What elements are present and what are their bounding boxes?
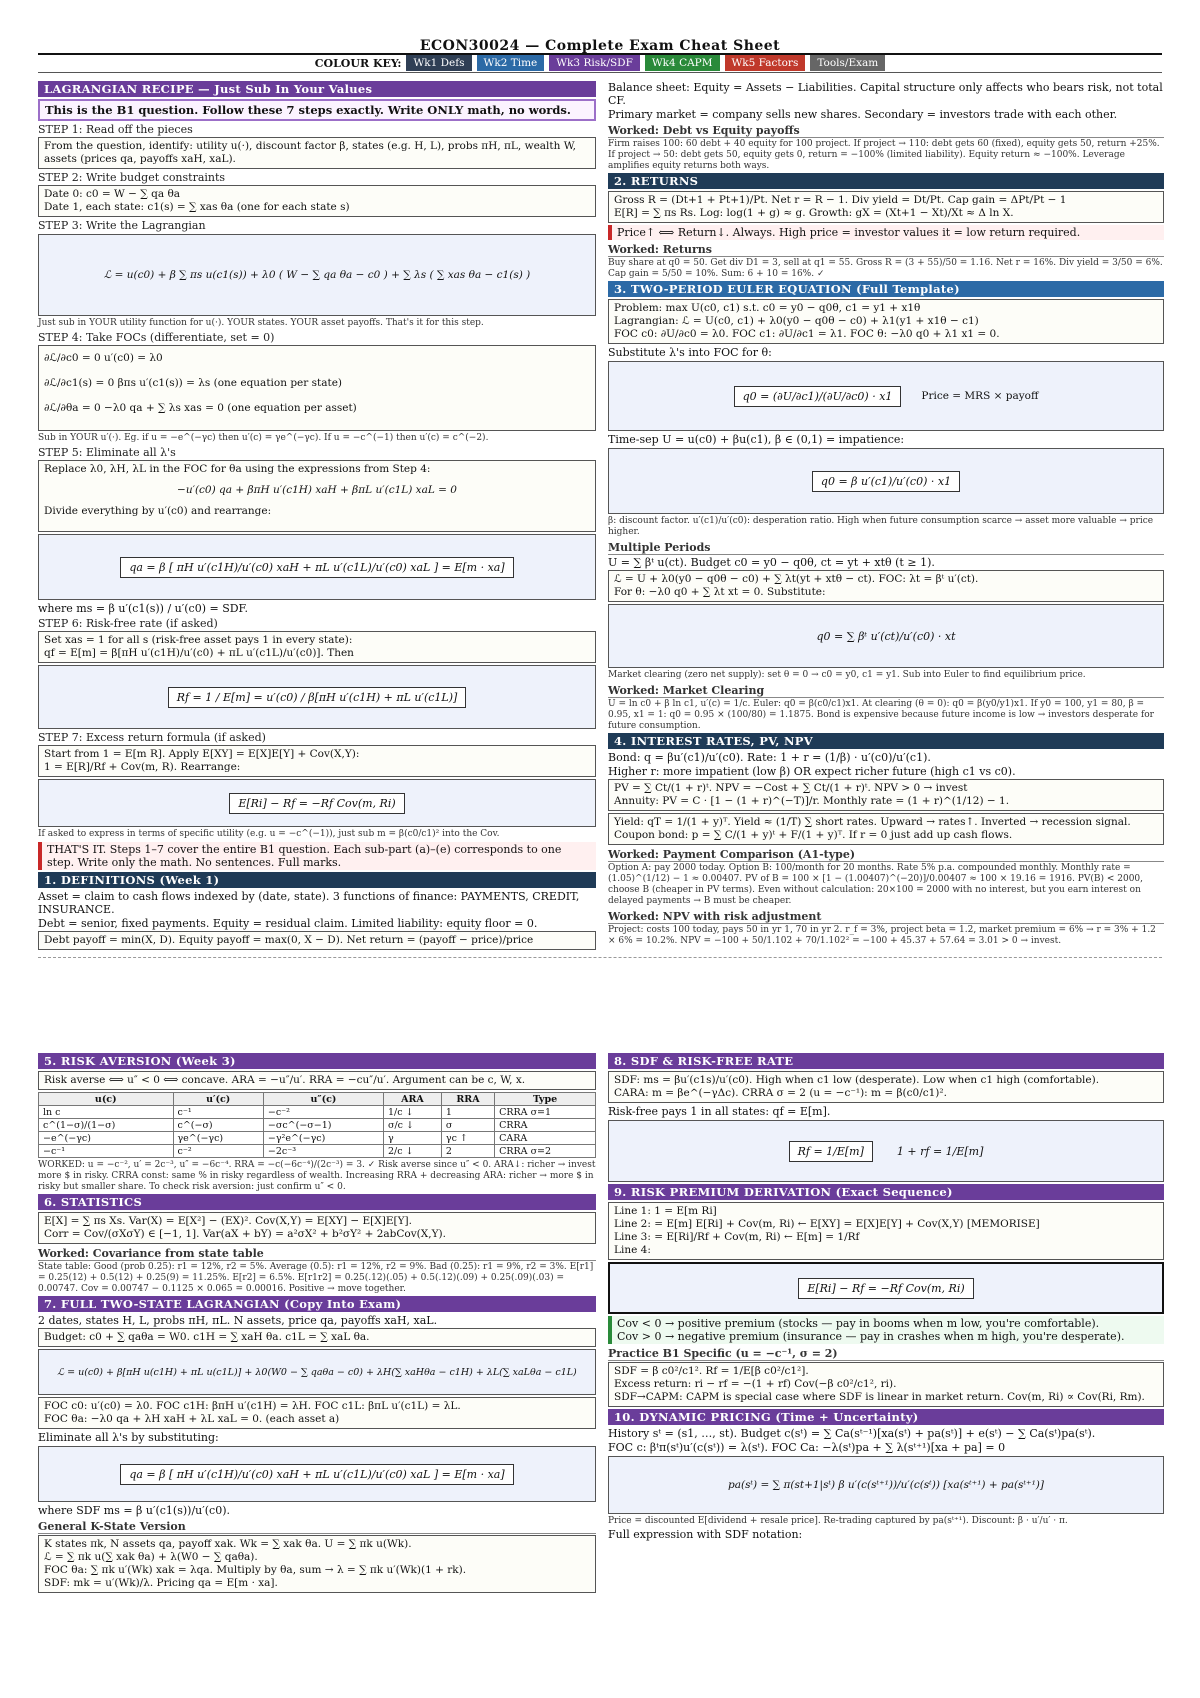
step-5-box xyxy=(38,460,596,532)
primary-market: Primary market = company sells new shares. Secondary = investors trade with each other. xyxy=(608,108,1118,121)
table-cell: 2 xyxy=(441,1145,494,1158)
risk-aversion-table xyxy=(38,1092,596,1158)
stats-corr: Corr = Cov/(σXσY) ∈ [−1, 1]. Var(aX + bY) = a²σX² + b²σY² + 2abCov(X,Y). xyxy=(44,1228,446,1240)
full-lagrangian-setup: 2 dates, states H, L, probs πH, πL. N assets, price qa, payoffs xaH, xaL. xyxy=(38,1314,438,1327)
worked-payment-note: Option A: pay 2000 today. Option B: 100/month for 20 months. Rate 5% p.a. compounded monthly. Monthly rate = (1.05)^(1/12) − 1 ≈ 0.00407. PV of B = 100 × [1 − (1.00407)^(−20)]/0.00407 ≈ 100 × 19.16 = 1916. PV(B) < 2000, choose B (cheaper in PV terms). Even without calculation: 20×100 = 2000 with no interest, but you earn interest on delayed payments → B must be cheaper. xyxy=(608,863,1144,906)
full-pricing: qa = β [ πH u′(c1H)/u′(c0) xaH + πL u′(c1L)/u′(c0) xaL ] = E[m · xa] xyxy=(120,1464,513,1485)
k-state-label: General K-State Version xyxy=(38,1520,596,1534)
step-3-label: STEP 3: Write the Lagrangian xyxy=(38,219,206,232)
table-cell: CARA xyxy=(495,1132,596,1145)
step-6-qf: qf = E[m] = β[πH u′(c1H)/u′(c0) + πL u′(c1L)/u′(c0)]. Then xyxy=(44,647,354,659)
worked-clearing: Worked: Market Clearing xyxy=(608,684,1164,698)
dynamic-equation xyxy=(608,1456,1164,1514)
step-7-rearrange: 1 = E[R]/Rf + Cov(m, R). Rearrange: xyxy=(44,761,241,773)
euler-problem: Problem: max U(c0, c1) s.t. c0 = y0 − q0θ, c1 = y1 + x1θ xyxy=(614,302,921,314)
euler-substitute: Substitute λ's into FOC for θ: xyxy=(608,346,772,359)
worked-npv: Worked: NPV with risk adjustment xyxy=(608,910,1164,924)
euler-header: 3. TWO-PERIOD EULER EQUATION (Full Template) xyxy=(608,281,1164,297)
practice-excess: Excess return: ri − rf = −(1 + rf) Cov(−β c0²/c1², ri). xyxy=(614,1378,897,1390)
stats-expectation: E[X] = ∑ πs Xs. Var(X) = E[X²] − (EX)². Cov(X,Y) = E[XY] − E[X]E[Y]. xyxy=(44,1215,412,1227)
table-cell: CRRA xyxy=(495,1119,596,1132)
table-cell: σ/c ↓ xyxy=(383,1119,441,1132)
step-5-pricing: qa = β [ πH u′(c1H)/u′(c0) xaH + πL u′(c1L)/u′(c0) xaL ] = E[m · xa] xyxy=(120,557,513,578)
step-5-foc: −u′(c0) qa + βπH u′(c1H) xaH + βπL u′(c1L) xaL = 0 xyxy=(177,484,457,496)
table-cell: c^(1−σ)/(1−σ) xyxy=(39,1119,174,1132)
full-sdf-where: where SDF ms = β u′(c1(s))/u′(c0). xyxy=(38,1504,230,1517)
colour-key-label: COLOUR KEY: xyxy=(314,56,402,70)
table-cell: γe^(−γc) xyxy=(173,1132,263,1145)
step-7-note: If asked to express in terms of specific utility (e.g. u = −c^(−1)), just sub m = β(c0/c1)² into the Cov. xyxy=(38,829,500,839)
step-5-divide: Divide everything by u′(c0) and rearrange: xyxy=(44,505,272,517)
k-state-1: K states πk, N assets qa, payoff xak. Wk = ∑ xak θa. U = ∑ πk u(Wk). xyxy=(44,1538,412,1550)
col-header: RRA xyxy=(441,1093,494,1106)
full-foc-c: FOC c0: u′(c0) = λ0. FOC c1H: βπH u′(c1H) = λH. FOC c1L: βπL u′(c1L) = λL. xyxy=(44,1400,461,1412)
euler-box xyxy=(608,299,1164,344)
annuity: Annuity: PV = C · [1 − (1 + r)^(−T)]/r. Monthly rate = (1 + r)^(1/12) − 1. xyxy=(614,795,1010,807)
k-state-box xyxy=(38,1535,596,1593)
premium-line-4: Line 4: xyxy=(614,1244,651,1256)
k-state-4: SDF: mk = u′(Wk)/λ. Pricing qa = E[m · xa]. xyxy=(44,1577,278,1589)
worked-returns-note: Buy share at q0 = 50. Get div D1 = 3, sell at q1 = 55. Gross R = (3 + 55)/50 = 1.16. Net r = 16%. Div yield = 3/50 = 6%. Cap gain = 5/50 = 10%. Sum: 6 + 10 = 16%. ✓ xyxy=(608,258,1163,279)
sdf-cara: CARA: m = βe^(−γΔc). CRRA σ = 2 (u = −c⁻¹): m = β(c0/c1)². xyxy=(614,1087,947,1099)
left-column-lower xyxy=(38,1052,596,1595)
step-3-equation xyxy=(38,234,596,316)
step-6-label: STEP 6: Risk-free rate (if asked) xyxy=(38,617,218,630)
col-header: u(c) xyxy=(39,1093,174,1106)
sdf-rf: Rf = 1/E[m] xyxy=(789,1141,873,1162)
dynamic-full: Full expression with SDF notation: xyxy=(608,1528,803,1541)
col-header: ARA xyxy=(383,1093,441,1106)
premium-line-2: Line 2: = E[m] E[Ri] + Cov(m, Ri) ← E[XY] = E[X]E[Y] + Cov(X,Y) [MEMORISE] xyxy=(614,1218,1040,1230)
full-lagrangian-budget: Budget: c0 + ∑ qaθa = W0. c1H = ∑ xaH θa. c1L = ∑ xaL θa. xyxy=(38,1328,596,1347)
step-7-excess: E[Ri] − Rf = −Rf Cov(m, Ri) xyxy=(229,793,404,814)
step-4-foc-c1: ∂ℒ/∂c1(s) = 0 βπs u′(c1(s)) = λs (one equation per state) xyxy=(44,377,343,389)
balance-sheet: Balance sheet: Equity = Assets − Liabilities. Capital structure only affects who bears risk, not total CF. xyxy=(608,81,1163,107)
worked-clearing-note: U = ln c0 + β ln c1, u′(c) = 1/c. Euler: q0 = β(c0/c1)x1. At clearing (θ = 0): q0 = β(y0/y1)x1. If y0 = 100, y1 = 80, β = 0.95, x1 = 1: q0 = 0.95 × (100/80) = 1.1875. Bond is expensive because future income is low → investors desperate for future consumption. xyxy=(608,699,1154,731)
def-payoff: Debt payoff = min(X, D). Equity payoff = max(0, X − D). Net return = (payoff − price)/price xyxy=(38,931,596,950)
key-chip-wk2: Wk2 Time xyxy=(477,55,545,71)
key-rule xyxy=(38,72,1162,73)
bond-rate: Bond: q = βu′(c1)/u′(c0). Rate: 1 + r = (1/β) · u′(c0)/u′(c1). xyxy=(608,751,931,764)
step-2-date1: Date 1, each state: c1(s) = ∑ xas θa (one for each state s) xyxy=(44,201,350,213)
yield: Yield: qT = 1/(1 + y)ᵀ. Yield ≈ (1/T) ∑ short rates. Upward → rates↑. Inverted → recession signal. xyxy=(614,816,1131,828)
table-cell: c⁻² xyxy=(173,1145,263,1158)
key-chip-wk4: Wk4 CAPM xyxy=(645,55,720,71)
key-chip-wk1: Wk1 Defs xyxy=(406,55,471,71)
step-3-lagrangian: ℒ = u(c0) + β ∑ πs u(c1(s)) + λ0 ( W − ∑ qa θa − c0 ) + ∑ λs ( ∑ xas θa − c1(s) ) xyxy=(103,269,531,281)
step-2-box xyxy=(38,185,596,217)
dynamic-price: pa(sᵗ) = ∑ π(st+1|sᵗ) β u′(c(sᵗ⁺¹))/u′(c(sᵗ)) [xa(sᵗ⁺¹) + pa(sᵗ⁺¹)] xyxy=(728,1479,1044,1491)
table-header-row xyxy=(39,1093,596,1106)
premium-excess: E[Ri] − Rf = −Rf Cov(m, Ri) xyxy=(798,1278,973,1299)
returns-expected: E[R] = ∑ πs Rs. Log: log(1 + g) ≈ g. Growth: gX = (Xt+1 − Xt)/Xt ≈ Δ ln X. xyxy=(614,207,1014,219)
full-lagrangian-foc xyxy=(38,1397,596,1429)
sdf-header: 8. SDF & RISK-FREE RATE xyxy=(608,1053,1164,1069)
table-cell: −e^(−γc) xyxy=(39,1132,174,1145)
multi-equation xyxy=(608,604,1164,668)
step-4-label: STEP 4: Take FOCs (differentiate, set = 0) xyxy=(38,331,275,344)
table-cell: −c⁻¹ xyxy=(39,1145,174,1158)
step-5-label: STEP 5: Eliminate all λ's xyxy=(38,446,176,459)
table-cell: γ xyxy=(383,1132,441,1145)
practice-box xyxy=(608,1362,1164,1407)
step-4-foc-c0: ∂ℒ/∂c0 = 0 u′(c0) = λ0 xyxy=(44,352,163,364)
pv-box xyxy=(608,779,1164,811)
step-2-date0: Date 0: c0 = W − ∑ qa θa xyxy=(44,188,181,200)
page-title: ECON30024 — Complete Exam Cheat Sheet xyxy=(419,38,781,54)
table-cell: σ xyxy=(441,1119,494,1132)
table-row xyxy=(39,1119,596,1132)
table-cell: ln c xyxy=(39,1106,174,1119)
sdf-box xyxy=(608,1071,1164,1103)
returns-header: 2. RETURNS xyxy=(608,173,1164,189)
full-pricing-equation xyxy=(38,1446,596,1502)
premium-equation xyxy=(608,1262,1164,1314)
premium-sign xyxy=(608,1316,1164,1344)
step-1-label: STEP 1: Read off the pieces xyxy=(38,123,193,136)
table-cell: −σc^(−σ−1) xyxy=(263,1119,383,1132)
col-header: u′(c) xyxy=(173,1093,263,1106)
table-cell: 2/c ↓ xyxy=(383,1145,441,1158)
definitions-header: 1. DEFINITIONS (Week 1) xyxy=(38,872,596,888)
table-cell: c⁻¹ xyxy=(173,1106,263,1119)
worked-debt-equity-note: Firm raises 100: 60 debt + 40 equity for 100 project. If project → 110: debt gets 60 (fixed), equity gets 50, return +25%. If project → 50: debt gets 50, equity gets 0, return = −100% (limited liability). Equity return ≈ −100%. Leverage amplifies equity returns both ways. xyxy=(608,139,1160,171)
risk-header: 5. RISK AVERSION (Week 3) xyxy=(38,1053,596,1069)
multi-lagrangian: ℒ = U + λ0(y0 − q0θ − c0) + ∑ λt(yt + xtθ − ct). FOC: λt = βᵗ u′(ct). xyxy=(614,573,979,585)
premium-line-3: Line 3: = E[Ri]/Rf + Cov(m, Ri) ← E[m] = 1/Rf xyxy=(614,1231,860,1243)
full-lagrangian-equation xyxy=(38,1349,596,1395)
worked-covariance: Worked: Covariance from state table xyxy=(38,1247,596,1261)
lagrangian-header: LAGRANGIAN RECIPE — Just Sub In Your Values xyxy=(38,81,596,97)
left-column-upper xyxy=(38,80,596,952)
table-cell: 1 xyxy=(441,1106,494,1119)
worked-covariance-note: State table: Good (prob 0.25): r1 = 12%, r2 = 5%. Average (0.5): r1 = 12%, r2 = 9%. Bad (0.25): r1 = 9%, r2 = 3%. E[r1] = 0.25(12) + 0.5(12) + 0.25(9) = 11.25%. E[r2] = 6.5%. E[r1r2] = 0.25(.12)(.05) + 0.5(.12)(.09) + 0.25(.09)(.03) = 0.00747. Cov = 0.00747 − 0.1125 × 0.065 = 0.00016. Positive → move together. xyxy=(38,1262,594,1294)
multi-box xyxy=(608,570,1164,602)
euler-price-label: Price = MRS × payoff xyxy=(921,390,1039,402)
col-header: u″(c) xyxy=(263,1093,383,1106)
bond-higher: Higher r: more impatient (low β) OR expect richer future (high c1 vs c0). xyxy=(608,765,1016,778)
lagrangian-warning: THAT'S IT. Steps 1–7 cover the entire B1 question. Each sub-part (a)–(e) corresponds to one step. Write only the math. No sentences. Full marks. xyxy=(38,842,596,870)
practice-label: Practice B1 Specific (u = −c⁻¹, σ = 2) xyxy=(608,1347,1164,1361)
timesep-price: q0 = β u′(c1)/u′(c0) · x1 xyxy=(812,471,960,492)
pv-npv: PV = ∑ Ct/(1 + r)ᵗ. NPV = −Cost + ∑ Ct/(1 + r)ᵗ. NPV > 0 → invest xyxy=(614,782,968,794)
step-1-box: From the question, identify: utility u(·), discount factor β, states (e.g. H, L), probs πH, πL, wealth W, assets (prices qa, payoffs xaH, xaL). xyxy=(38,137,596,169)
timesep-equation xyxy=(608,448,1164,514)
multi-period-label: Multiple Periods xyxy=(608,541,1164,555)
yield-box xyxy=(608,813,1164,845)
step-4-box xyxy=(38,345,596,431)
key-chip-tools: Tools/Exam xyxy=(810,55,885,71)
step-2-label: STEP 2: Write budget constraints xyxy=(38,171,226,184)
right-column-upper xyxy=(608,80,1164,948)
risk-note: WORKED: u = −c⁻², u′ = 2c⁻³, u″ = −6c⁻⁴. RRA = −c(−6c⁻⁴)/(2c⁻³) = 3. ✓ Risk averse since u″ < 0. ARA↓: richer → invest more $ in risky. CRRA const: same % in risky regardless of wealth. Increasing RRA + decreasing ARA: richer → more $ in risky but smaller share. To check risk aversion: just confirm u″ < 0. xyxy=(38,1160,596,1192)
dynamic-history: History sᵗ = (s1, …, st). Budget c(sᵗ) = ∑ Ca(sᵗ⁻¹)[xa(sᵗ) + pa(sᵗ)] + e(sᵗ) − ∑ Ca(sᵗ)pa(sᵗ). xyxy=(608,1427,1096,1440)
lagrangian-intro: This is the B1 question. Follow these 7 steps exactly. Write ONLY math, no words. xyxy=(38,99,596,121)
step-7-start: Start from 1 = E[m R]. Apply E[XY] = E[X]E[Y] + Cov(X,Y): xyxy=(44,748,360,760)
step-4-note: Sub in YOUR u′(·). Eg. if u = −e^(−γc) then u′(c) = γe^(−γc). If u = −c^(−1) then u′(c) = c^(−2). xyxy=(38,433,489,443)
colour-key xyxy=(0,55,1200,71)
practice-sdf: SDF = β c0²/c1². Rf = 1/E[β c0²/c1²]. xyxy=(614,1365,809,1377)
practice-capm: SDF→CAPM: CAPM is special case where SDF is linear in market return. Cov(m, Ri) ∝ Cov(Ri, Rm). xyxy=(614,1391,1145,1403)
step-6-setx: Set xas = 1 for all s (risk-free asset pays 1 in every state): xyxy=(44,634,353,646)
returns-box xyxy=(608,191,1164,223)
table-cell: c^(−σ) xyxy=(173,1119,263,1132)
full-foc-theta: FOC θa: −λ0 qa + λH xaH + λL xaL = 0. (each asset a) xyxy=(44,1413,340,1425)
multi-price: q0 = ∑ βᵗ u′(ct)/u′(c0) · xt xyxy=(816,629,956,643)
step-6-equation xyxy=(38,665,596,729)
step-5-where: where ms = β u′(c1(s)) / u′(c0) = SDF. xyxy=(38,602,248,615)
step-4-foc-theta: ∂ℒ/∂θa = 0 −λ0 qa + ∑ λs xas = 0 (one equation per asset) xyxy=(44,402,357,414)
k-state-3: FOC θa: ∑ πk u′(Wk) xak = λqa. Multiply by θa, sum → λ = ∑ πk u′(Wk)(1 + rk). xyxy=(44,1564,467,1576)
timesep-note: β: discount factor. u′(c1)/u′(c0): desperation ratio. High when future consumption scarce → asset more valuable → price higher. xyxy=(608,516,1154,537)
premium-positive: Cov < 0 → positive premium (stocks — pay in booms when m low, you're comfortable). xyxy=(617,1317,1100,1330)
euler-equation xyxy=(608,361,1164,431)
step-7-equation xyxy=(38,779,596,827)
euler-price: q0 = (∂U/∂c1)/(∂U/∂c0) · x1 xyxy=(734,386,902,407)
step-5-replace: Replace λ0, λH, λL in the FOC for θa using the expressions from Step 4: xyxy=(44,463,431,475)
step-5-equation xyxy=(38,534,596,600)
sdf-equation xyxy=(608,1120,1164,1182)
multi-foc: For θ: −λ0 q0 + ∑ λt xt = 0. Substitute: xyxy=(614,586,826,598)
table-cell: 1/c ↓ xyxy=(383,1106,441,1119)
full-eliminate: Eliminate all λ's by substituting: xyxy=(38,1431,219,1444)
key-chip-wk3: Wk3 Risk/SDF xyxy=(549,55,640,71)
premium-header: 9. RISK PREMIUM DERIVATION (Exact Sequence) xyxy=(608,1184,1164,1200)
dynamic-note: Price = discounted E[dividend + resale price]. Re-trading captured by pa(sᵗ⁺¹). Discount: β · u′/u′ · π. xyxy=(608,1516,1068,1526)
sdf-riskfree: Risk-free pays 1 in all states: qf = E[m]. xyxy=(608,1105,831,1118)
table-cell: −γ²e^(−γc) xyxy=(263,1132,383,1145)
step-3-note: Just sub in YOUR utility function for u(·). YOUR states. YOUR asset payoffs. That's it for this step. xyxy=(38,318,484,328)
full-lagrangian-header: 7. FULL TWO-STATE LAGRANGIAN (Copy Into Exam) xyxy=(38,1296,596,1312)
coupon-bond: Coupon bond: p = ∑ C/(1 + y)ᵗ + F/(1 + y)ᵀ. If r = 0 just add up cash flows. xyxy=(614,829,1013,841)
table-cell: γc ↑ xyxy=(441,1132,494,1145)
euler-foc: FOC c0: ∂U/∂c0 = λ0. FOC c1: ∂U/∂c1 = λ1. FOC θ: −λ0 q0 + λ1 x1 = 0. xyxy=(614,328,1000,340)
worked-npv-note: Project: costs 100 today, pays 50 in yr 1, 70 in yr 2. r_f = 3%, project beta = 1.2, market premium = 6% → r = 3% + 1.2 × 6% = 10.2%. NPV = −100 + 50/1.102 + 70/1.102² = −100 + 45.37 + 57.64 = 3.01 > 0 → invest. xyxy=(608,925,1156,946)
table-cell: CRRA σ=2 xyxy=(495,1145,596,1158)
table-row xyxy=(39,1145,596,1158)
step-7-box xyxy=(38,745,596,777)
col-header: Type xyxy=(495,1093,596,1106)
worked-returns: Worked: Returns xyxy=(608,243,1164,257)
sdf-def: SDF: ms = βu′(c1s)/u′(c0). High when c1 low (desperate). Low when c1 high (comfortable). xyxy=(614,1074,1100,1086)
premium-line-1: Line 1: 1 = E[m Ri] xyxy=(614,1205,717,1217)
right-column-lower xyxy=(608,1052,1164,1542)
returns-gross: Gross R = (Dt+1 + Pt+1)/Pt. Net r = R − 1. Div yield = Dt/Pt. Cap gain = ΔPt/Pt − 1 xyxy=(614,194,1067,206)
interest-header: 4. INTEREST RATES, PV, NPV xyxy=(608,733,1164,749)
def-debt: Debt = senior, fixed payments. Equity = residual claim. Limited liability: equity floor = 0. xyxy=(38,917,538,930)
key-chip-wk5: Wk5 Factors xyxy=(725,55,806,71)
sdf-rf-side: 1 + rf = 1/E[m] xyxy=(896,1144,984,1158)
table-row xyxy=(39,1132,596,1145)
worked-payment: Worked: Payment Comparison (A1-type) xyxy=(608,848,1164,862)
premium-lines xyxy=(608,1202,1164,1260)
step-7-label: STEP 7: Excess return formula (if asked) xyxy=(38,731,266,744)
table-cell: −2c⁻³ xyxy=(263,1145,383,1158)
euler-lagrangian: Lagrangian: ℒ = U(c0, c1) + λ0(y0 − q0θ − c0) + λ1(y1 + x1θ − c1) xyxy=(614,315,979,327)
risk-intro: Risk averse ⟺ u″ < 0 ⟺ concave. ARA = −u″/u′. RRA = −cu″/u′. Argument can be c, W, x. xyxy=(38,1071,596,1090)
full-lagrangian-eq: ℒ = u(c0) + β[πH u(c1H) + πL u(c1L)] + λ0(W0 − ∑ qaθa − c0) + λH(∑ xaHθa − c1H) + λL(∑ xaLθa − c1L) xyxy=(57,1366,577,1378)
def-asset: Asset = claim to cash flows indexed by (date, state). 3 functions of finance: PAYMENTS, CREDIT, INSURANCE. xyxy=(38,890,580,916)
premium-negative: Cov > 0 → negative premium (insurance — pay in crashes when m high, you're desperate). xyxy=(617,1330,1125,1343)
timesep: Time-sep U = u(c0) + βu(c1), β ∈ (0,1) = impatience: xyxy=(608,433,905,446)
multi-budget: U = ∑ βᵗ u(ct). Budget c0 = y0 − q0θ, ct = yt + xtθ (t ≥ 1). xyxy=(608,556,935,569)
step-6-box xyxy=(38,631,596,663)
step-6-rf: Rf = 1 / E[m] = u′(c0) / β[πH u′(c1H) + πL u′(c1L)] xyxy=(168,687,467,708)
stats-box xyxy=(38,1212,596,1244)
table-cell: CRRA σ=1 xyxy=(495,1106,596,1119)
worked-debt-equity: Worked: Debt vs Equity payoffs xyxy=(608,124,1164,138)
stats-header: 6. STATISTICS xyxy=(38,1194,596,1210)
table-cell: −c⁻² xyxy=(263,1106,383,1119)
k-state-2: ℒ = ∑ πk u(∑ xak θa) + λ(W0 − ∑ qaθa). xyxy=(44,1551,258,1563)
section-divider xyxy=(38,957,1162,958)
clearing-note: Market clearing (zero net supply): set θ = 0 → c0 = y0, c1 = y1. Sub into Euler to find equilibrium price. xyxy=(608,670,1086,680)
table-row xyxy=(39,1106,596,1119)
price-return-warning: Price↑ ⟺ Return↓. Always. High price = investor values it = low return required. xyxy=(608,225,1164,240)
dynamic-header: 10. DYNAMIC PRICING (Time + Uncertainty) xyxy=(608,1409,1164,1425)
dynamic-foc: FOC c: βᵗπ(sᵗ)u′(c(sᵗ)) = λ(sᵗ). FOC Ca: −λ(sᵗ)pa + ∑ λ(sᵗ⁺¹)[xa + pa] = 0 xyxy=(608,1441,1006,1454)
